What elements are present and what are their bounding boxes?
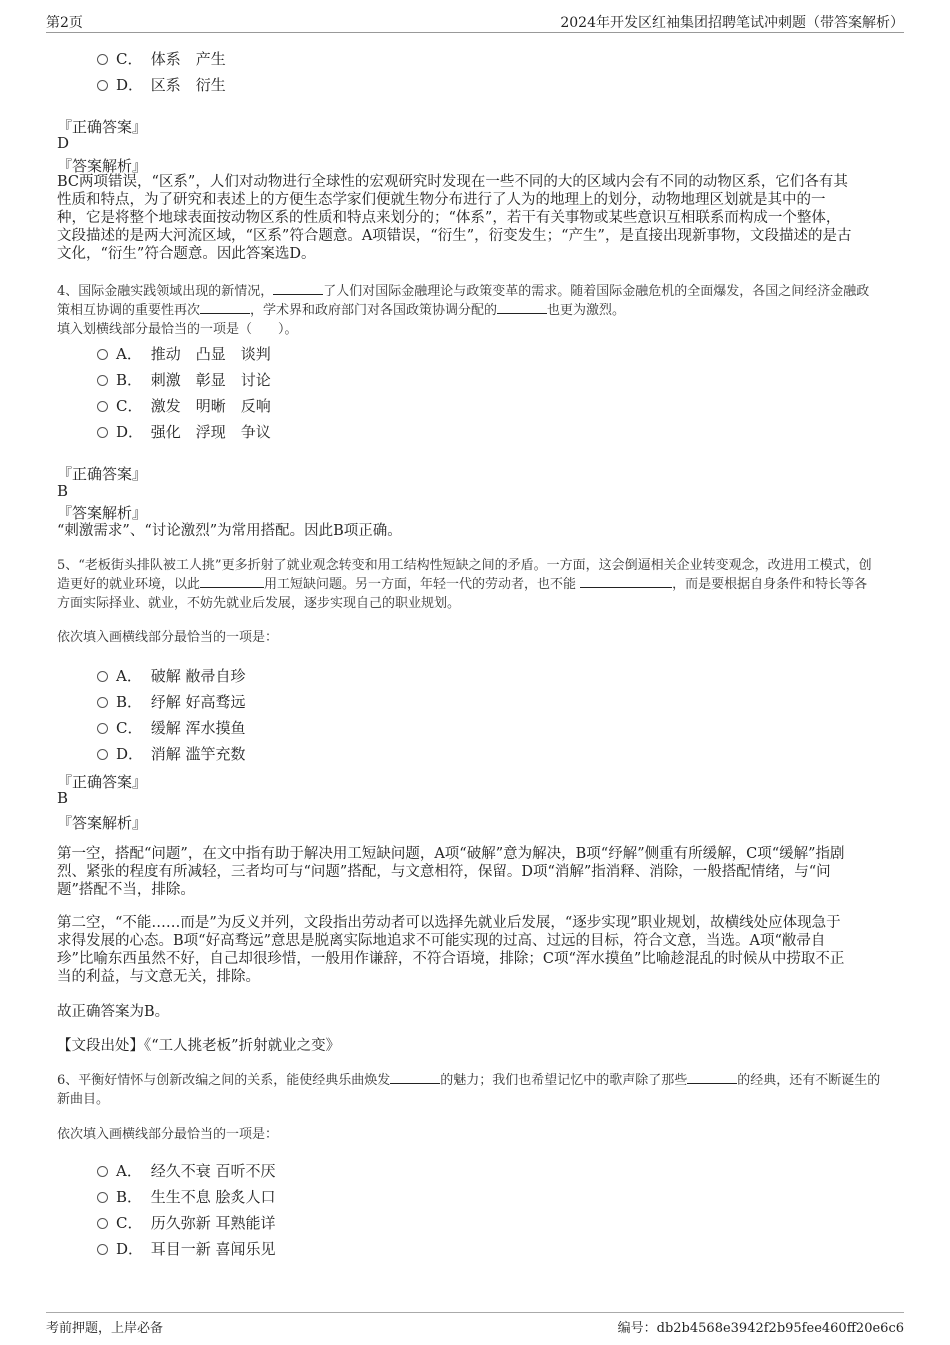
q4-option-a[interactable]: A． 推动 凸显 谈判 (97, 343, 271, 364)
q6-option-c[interactable]: C． 历久弥新 耳熟能详 (97, 1212, 276, 1233)
blank-line (273, 294, 323, 295)
q3-option-c[interactable]: C． 体系 产生 (97, 48, 226, 69)
radio-icon[interactable] (97, 375, 108, 386)
q5-option-b[interactable]: B． 纾解 好高骛远 (97, 691, 246, 712)
blank-line (200, 313, 250, 314)
radio-icon[interactable] (97, 697, 108, 708)
q4-option-c[interactable]: C． 激发 明晰 反响 (97, 395, 271, 416)
q3-answer: D (57, 134, 70, 152)
q5-option-c[interactable]: C． 缓解 浑水摸鱼 (97, 717, 246, 738)
radio-icon[interactable] (97, 1166, 108, 1177)
radio-icon[interactable] (97, 54, 108, 65)
radio-icon[interactable] (97, 749, 108, 760)
q5-analysis-label: 『答案解析』 (57, 814, 148, 832)
q6-option-a[interactable]: A． 经久不衰 百听不厌 (97, 1160, 276, 1181)
q5-option-d[interactable]: D． 消解 滥竽充数 (97, 743, 246, 764)
radio-icon[interactable] (97, 427, 108, 438)
radio-icon[interactable] (97, 80, 108, 91)
q6-option-d[interactable]: D． 耳目一新 喜闻乐见 (97, 1238, 276, 1259)
q5-answer-label: 『正确答案』 (57, 773, 148, 791)
page-number: 第2页 (46, 15, 83, 31)
q6-option-b[interactable]: B． 生生不息 脍炙人口 (97, 1186, 276, 1207)
page-footer (46, 1312, 904, 1337)
q4-option-d[interactable]: D． 强化 浮现 争议 (97, 421, 271, 442)
blank-line (687, 1083, 737, 1084)
q5-analysis-p1: 第一空，搭配“问题”，在文中指有助于解决用工短缺问题，A项“破解”意为解决，B项“纾解”侧重有所缓解，C项“缓解”指剧 烈、紧张的程度有所减轻，三者均可与“问题”搭配，与文意相符，保留。D项“消解”指消释、消除，一般搭配情绪，与“问 题”搭配不当，排除。 (57, 846, 845, 898)
q4-stem: 4、国际金融实践领域出现的新情况， 了人们对国际金融理论与政策变革的需求。随着国际金融危机的全面爆发，各国之间经济金融政 策相互协调的重要性再次 ，学术界和政府部门对各国政策协调分配的 也更为激烈。 填入划横线部分最恰当的一项是（ ）。 (57, 284, 870, 337)
q6-prompt: 依次填入画横线部分最恰当的一项是： (57, 1127, 279, 1142)
q4-answer: B (57, 482, 69, 500)
q3-analysis: BC两项错误，“区系”，人们对动物进行全球性的宏观研究时发现在一些不同的大的区域内会有不同的动物区系，它们各有其 性质和特点，为了研究和表述上的方便生态学家们便就生物分布进行了人为的地理上的划分，动物地理区划就是其中的一 种，它是将整个地球表面按动物区系的性质和特点来划分的；“体系”，若干有关事物或某些意识互相联系而构成一个整体， 文段描述的是两大河流区域，“区系”符合题意。A项错误，“衍生”，衍变发生；“产生”，是直接出现新事物，文段描述的是古 文化，“衍生”符合题意。因此答案选D。 (57, 174, 852, 262)
q3-option-d[interactable]: D． 区系 衍生 (97, 74, 226, 95)
q6-stem: 6、平衡好情怀与创新改编之间的关系，能使经典乐曲焕发 的魅力；我们也希望记忆中的歌声除了那些 的经典，还有不断诞生的 新曲目。 (57, 1073, 881, 1107)
radio-icon[interactable] (97, 349, 108, 360)
q5-conclusion: 故正确答案为B。 (57, 1004, 170, 1020)
q5-option-a[interactable]: A． 破解 敝帚自珍 (97, 665, 246, 686)
blank-line (390, 1083, 440, 1084)
blank-line (200, 587, 264, 588)
q4-answer-label: 『正确答案』 (57, 465, 148, 483)
q4-option-b[interactable]: B． 刺激 彰显 讨论 (97, 369, 271, 390)
blank-line (497, 313, 547, 314)
q4-analysis-label: 『答案解析』 (57, 504, 148, 522)
radio-icon[interactable] (97, 1244, 108, 1255)
radio-icon[interactable] (97, 723, 108, 734)
q4-analysis: “刺激需求”、“讨论激烈”为常用搭配。因此B项正确。 (57, 523, 402, 539)
q5-analysis-p2: 第二空，“不能……而是”为反义并列，文段指出劳动者可以选择先就业后发展，“逐步实现”职业规划，故横线处应体现急于 求得发展的心态。B项“好高骛远”意思是脱离实际地追求不可能实现的过高、过远的目标，符合文意，当选。A项“敝帚自 珍”比喻东西虽然不好，自己却很珍惜，一般用作谦辞，不符合语境，排除；C项“浑水摸鱼”比喻趁混乱的时候从中捞取不正 当的利益，与文意无关，排除。 (57, 915, 845, 985)
radio-icon[interactable] (97, 401, 108, 412)
q5-prompt: 依次填入画横线部分最恰当的一项是： (57, 630, 279, 645)
footer-slogan: 考前押题，上岸必备 (46, 1321, 164, 1336)
q5-source: 【文段出处】《“工人挑老板”折射就业之变》 (57, 1038, 341, 1054)
radio-icon[interactable] (97, 1218, 108, 1229)
radio-icon[interactable] (97, 671, 108, 682)
q3-answer-label: 『正确答案』 (57, 118, 148, 136)
q3-analysis-label: 『答案解析』 (57, 157, 148, 175)
q5-answer: B (57, 789, 69, 807)
document-title: 2024年开发区红袖集团招聘笔试冲刺题（带答案解析） (560, 15, 904, 31)
radio-icon[interactable] (97, 1192, 108, 1203)
document-code: 编号：db2b4568e3942f2b95fee460ff20e6c6 (617, 1321, 904, 1336)
page-header (46, 10, 904, 33)
blank-line (580, 587, 672, 588)
q5-stem: 5、“老板街头排队被工人挑”更多折射了就业观念转变和用工结构性短缺之间的矛盾。一方面，这会倒逼相关企业转变观念，改进用工模式，创 造更好的就业环境，以此 用工短缺问题。另一方面，年轻一代的劳动者，也不能 ，而是要根据自身条件和特长等各 方面实际择业、就业，不妨先就业后发展，逐步实现自己的职业规划。 (57, 558, 872, 611)
